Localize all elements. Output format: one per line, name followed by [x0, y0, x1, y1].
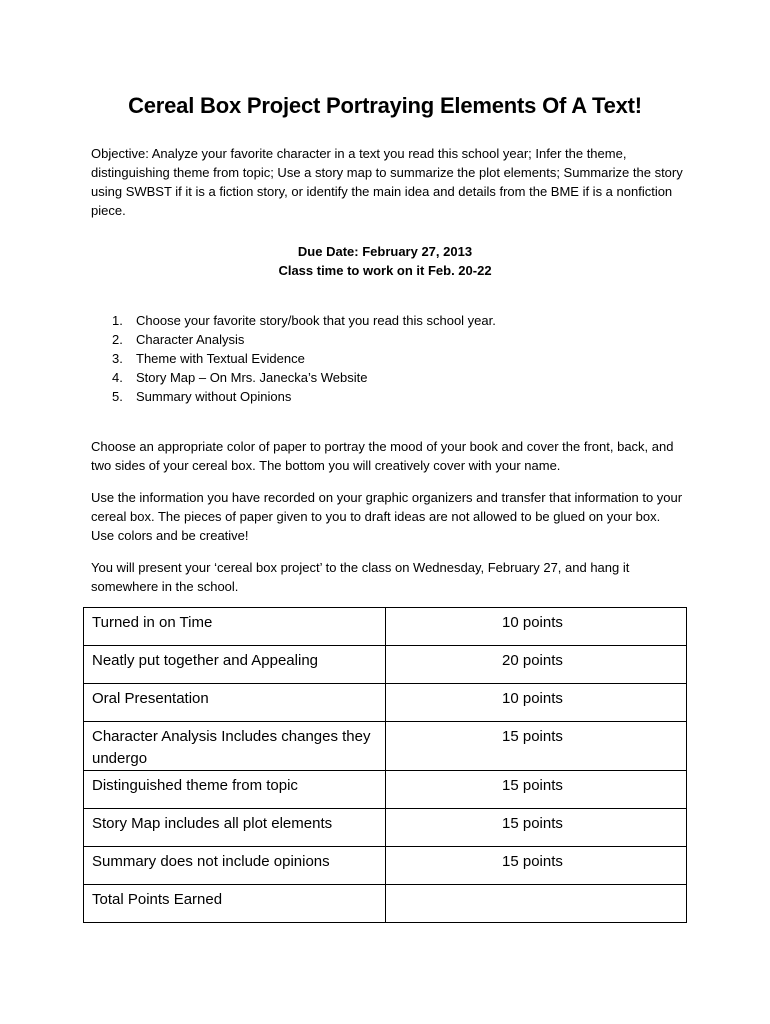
- table-row: [84, 885, 687, 923]
- table-row: [84, 722, 687, 771]
- points-cell: [386, 885, 687, 923]
- table-row: [84, 771, 687, 809]
- table-row: [84, 847, 687, 885]
- criterion-cell: Summary does not include opinions: [84, 847, 386, 885]
- criterion-cell: Oral Presentation: [84, 684, 386, 722]
- graphic-organizer-paragraph: Use the information you have recorded on your graphic organizers and transfer that information to your cereal box. The pieces of paper given to you to draft ideas are not allowed to be glued on your box. Use colors and be creative!: [91, 490, 683, 543]
- criterion-cell: Character Analysis Includes changes they undergo: [84, 722, 386, 771]
- due-date: Due Date: February 27, 2013: [297, 244, 473, 259]
- list-item: 2. Character Analysis: [112, 332, 245, 347]
- criterion-cell: Neatly put together and Appealing: [84, 646, 386, 684]
- points-cell: 20 points: [386, 646, 687, 684]
- objective-text: Objective: Analyze your favorite character in a text you read this school year; Infer the theme, distinguishing theme from topic; Use a story map to summarize the plot elements; Summarize the story using SWBST if it is a fiction story, or identify the main idea and details from the BME if is a nonfiction piece.: [91, 146, 683, 218]
- list-item: 3. Theme with Textual Evidence: [112, 351, 305, 366]
- points-cell: 15 points: [386, 722, 687, 771]
- points-cell: 15 points: [386, 847, 687, 885]
- table-row: [84, 646, 687, 684]
- presentation-paragraph: You will present your ‘cereal box project’ to the class on Wednesday, February 27, and hang it somewhere in the school.: [91, 560, 630, 594]
- page-title: Cereal Box Project Portraying Elements Of A Text!: [128, 93, 642, 118]
- due-date-block: [0, 242, 770, 280]
- list-item: 1. Choose your favorite story/book that you read this school year.: [112, 313, 496, 328]
- list-item: 5. Summary without Opinions: [112, 389, 292, 404]
- criterion-cell: Story Map includes all plot elements: [84, 809, 386, 847]
- paper-color-paragraph: Choose an appropriate color of paper to portray the mood of your book and cover the front, back, and two sides of your cereal box. The bottom you will creatively cover with your name.: [91, 439, 674, 473]
- list-item: 4. Story Map – On Mrs. Janecka’s Website: [112, 370, 368, 385]
- table-row: [84, 608, 687, 646]
- rubric-table: [83, 607, 687, 923]
- points-cell: 10 points: [386, 608, 687, 646]
- class-time: Class time to work on it Feb. 20-22: [278, 263, 492, 278]
- steps-list: [91, 311, 496, 406]
- table-row: [84, 809, 687, 847]
- points-cell: 15 points: [386, 771, 687, 809]
- points-cell: 10 points: [386, 684, 687, 722]
- criterion-cell: Turned in on Time: [84, 608, 386, 646]
- table-row: [84, 684, 687, 722]
- criterion-cell: Total Points Earned: [84, 885, 386, 923]
- criterion-cell: Distinguished theme from topic: [84, 771, 386, 809]
- points-cell: 15 points: [386, 809, 687, 847]
